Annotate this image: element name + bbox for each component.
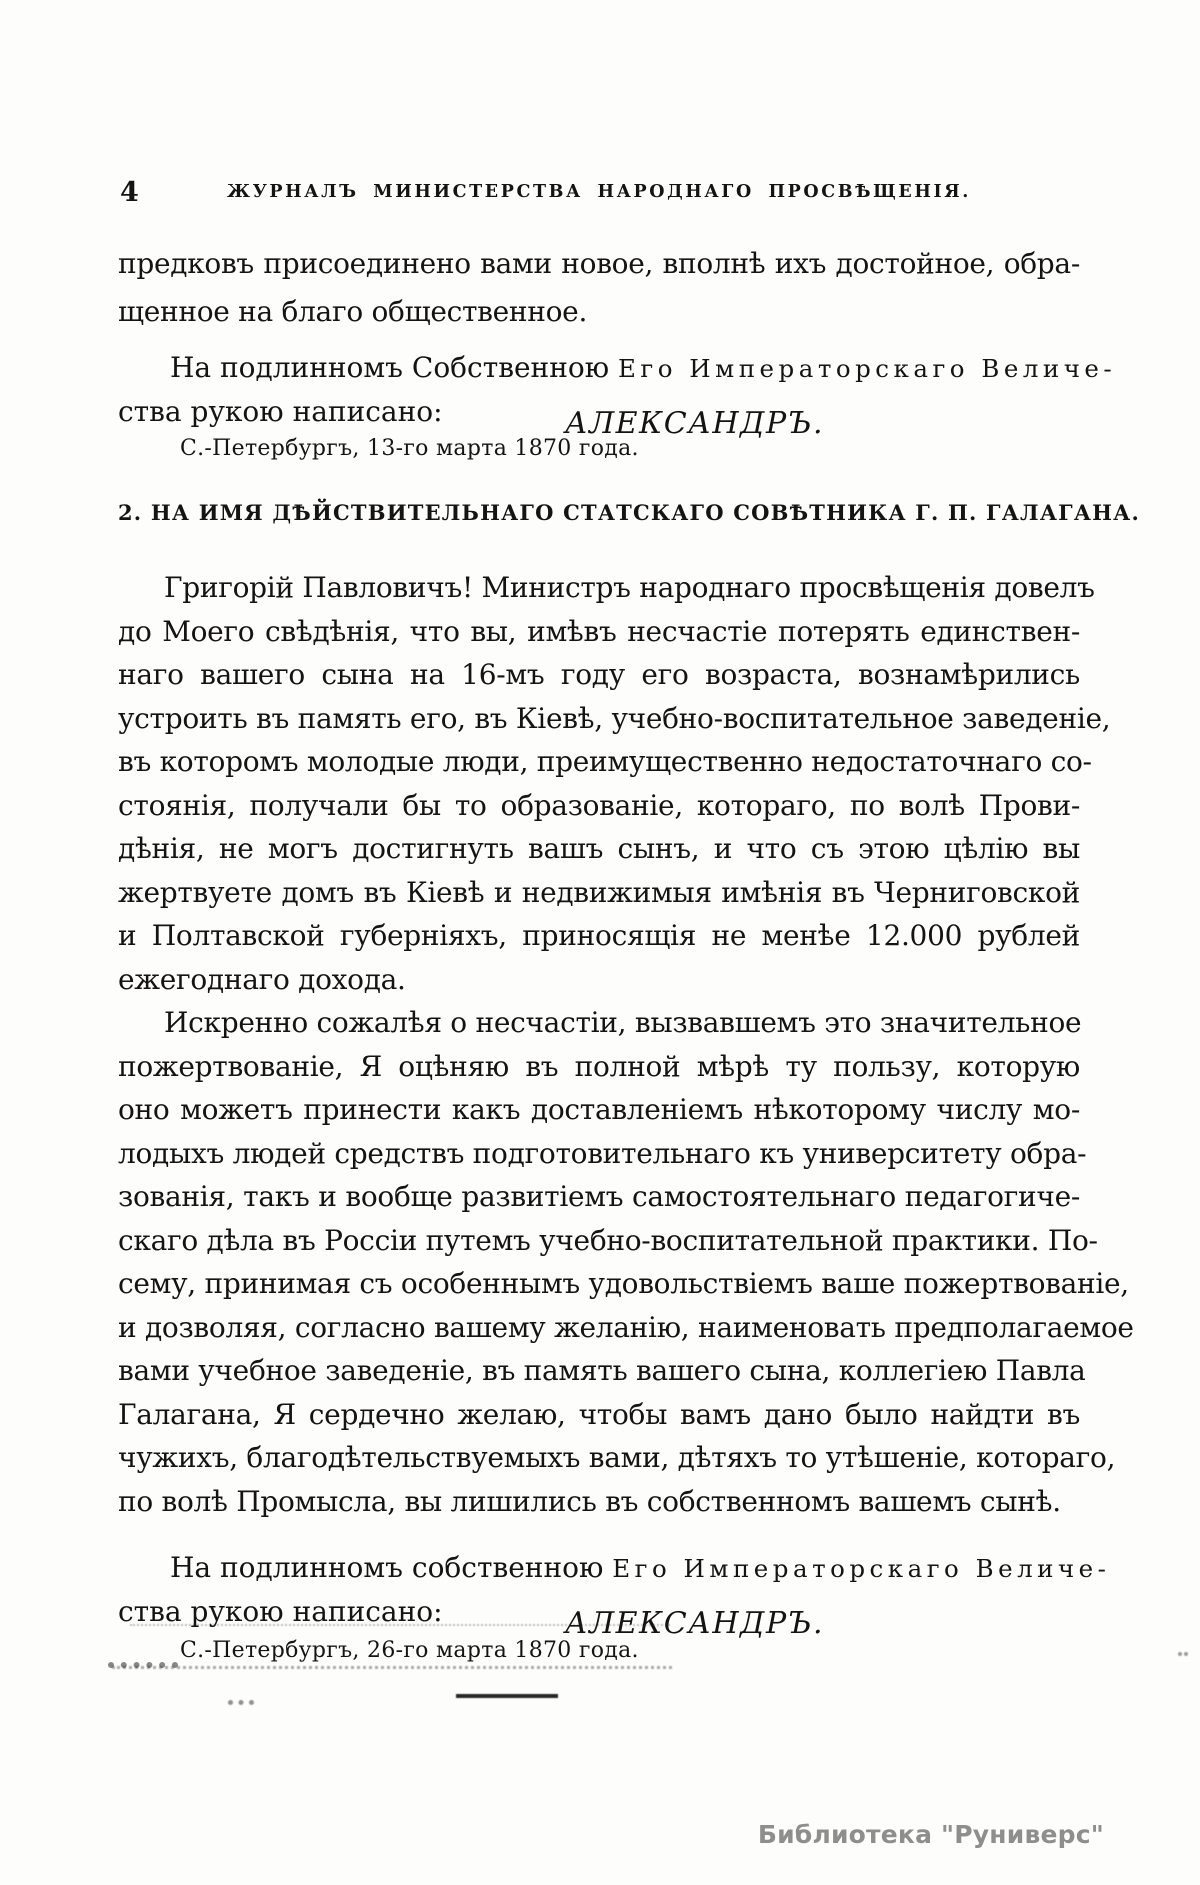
imperial-majesty-phrase: Его Императорскаго Величе- (612, 1554, 1111, 1583)
rescript-paragraph-two (118, 1001, 1134, 1523)
text-line: пожертвованіе, Я оцѣняю въ полной мѣрѣ ту пользу, которую (118, 1049, 1080, 1083)
text-line: и Полтавской губерніяхъ, приносящія не менѣе 12.000 рублей (118, 919, 1080, 952)
text-line: устроить въ память его, въ Кіевѣ, учебно-воспитательное заведеніе, (118, 701, 1111, 735)
text-line: до Моего свѣдѣнія, что вы, имѣвъ несчастіе потерять единствен- (118, 614, 1080, 648)
text-line: зованія, такъ и вообще развитіемъ самостоятельнаго педагогиче- (118, 1180, 1080, 1213)
text-line: Григорій Павловичъ! Министръ народнаго просвѣщенія довелъ (164, 571, 1095, 604)
text-line: лодыхъ людей средствъ подготовительнаго къ университету обра- (118, 1136, 1087, 1170)
text-line: и дозволяя, согласно вашему желанію, наименовать предполагаемое (118, 1310, 1134, 1344)
scan-noise-speck (1178, 1652, 1188, 1656)
running-header (118, 176, 1080, 210)
attribution-prefix: На подлинномъ Собственною (170, 351, 610, 384)
attribution-line (118, 346, 1117, 390)
imperial-signature-first: АЛЕКСАНДРЪ. (564, 406, 824, 441)
text-line: скаго дѣла въ Россіи путемъ учебно-воспитательной практики. По- (118, 1223, 1098, 1257)
text-line: наго вашего сына на 16-мъ году его возраста, вознамѣрились (118, 658, 1080, 691)
rescript-paragraph-one (118, 566, 1111, 1001)
attribution-continuation: ства рукою написано: (118, 395, 443, 428)
text-line: щенное на благо общественное. (118, 295, 588, 328)
divider-rule (456, 1694, 558, 1698)
imperial-majesty-phrase: Его Императорскаго Величе- (618, 354, 1117, 383)
library-watermark: Библиотека "Руниверс" (757, 1820, 1104, 1849)
attribution-prefix: На подлинномъ собственною (170, 1551, 604, 1584)
scan-noise-row (130, 1624, 670, 1626)
scan-noise-row (112, 1666, 672, 1669)
section-heading: 2. НА ИМЯ ДѢЙСТВИТЕЛЬНАГО СТАТСКАГО СОВѢТНИКА Г. П. ГАЛАГАНА. (118, 500, 1140, 525)
text-line: сему, принимая съ особеннымъ удовольствіемъ ваше пожертвованіе, (118, 1267, 1129, 1300)
dateline-second: С.-Петербургъ, 26-го марта 1870 года. (180, 1638, 639, 1663)
text-line: чужихъ, благодѣтельствуемыхъ вами, дѣтяхъ то утѣшеніе, котораго, (118, 1441, 1116, 1474)
intro-paragraph (118, 240, 1080, 336)
text-line: по волѣ Промысла, вы лишились въ собственномъ вашемъ сынѣ. (118, 1484, 1061, 1518)
text-line: ежегоднаго дохода. (118, 962, 406, 996)
text-line: оно можетъ принести какъ доставленіемъ нѣкоторому числу мо- (118, 1093, 1080, 1126)
attribution-continuation: ства рукою написано: (118, 1595, 443, 1628)
journal-running-title: ЖУРНАЛЪ МИНИСТЕРСТВА НАРОДНАГО ПРОСВѢЩЕНІЯ. (227, 182, 971, 202)
text-line: вами учебное заведеніе, въ память вашего сына, коллегіею Павла (118, 1354, 1086, 1387)
text-line: предковъ присоединено вами новое, вполнѣ ихъ достойное, обра- (118, 247, 1080, 280)
text-line: жертвуете домъ въ Кіевѣ и недвижимыя имѣнія въ Черниговской (118, 875, 1080, 909)
text-line: Искренно сожалѣя о несчастіи, вызвавшемъ это значительное (164, 1006, 1082, 1039)
attribution-line (118, 1546, 1111, 1590)
scan-noise-speck (228, 1700, 254, 1705)
imperial-signature-second: АЛЕКСАНДРЪ. (564, 1606, 824, 1641)
dateline-first: С.-Петербургъ, 13-го марта 1870 года. (180, 436, 639, 461)
text-line: въ которомъ молодые люди, преимущественно недостаточнаго со- (118, 745, 1092, 778)
text-line: Галагана, Я сердечно желаю, чтобы вамъ дано было найдти въ (118, 1397, 1080, 1431)
text-line: стоянія, получали бы то образованіе, котораго, по волѣ Прови- (118, 788, 1080, 822)
scan-noise-speck (108, 1662, 178, 1668)
text-line: дѣнія, не могъ достигнуть вашъ сынъ, и что съ этою цѣлію вы (118, 832, 1080, 865)
page-number: 4 (120, 177, 139, 208)
